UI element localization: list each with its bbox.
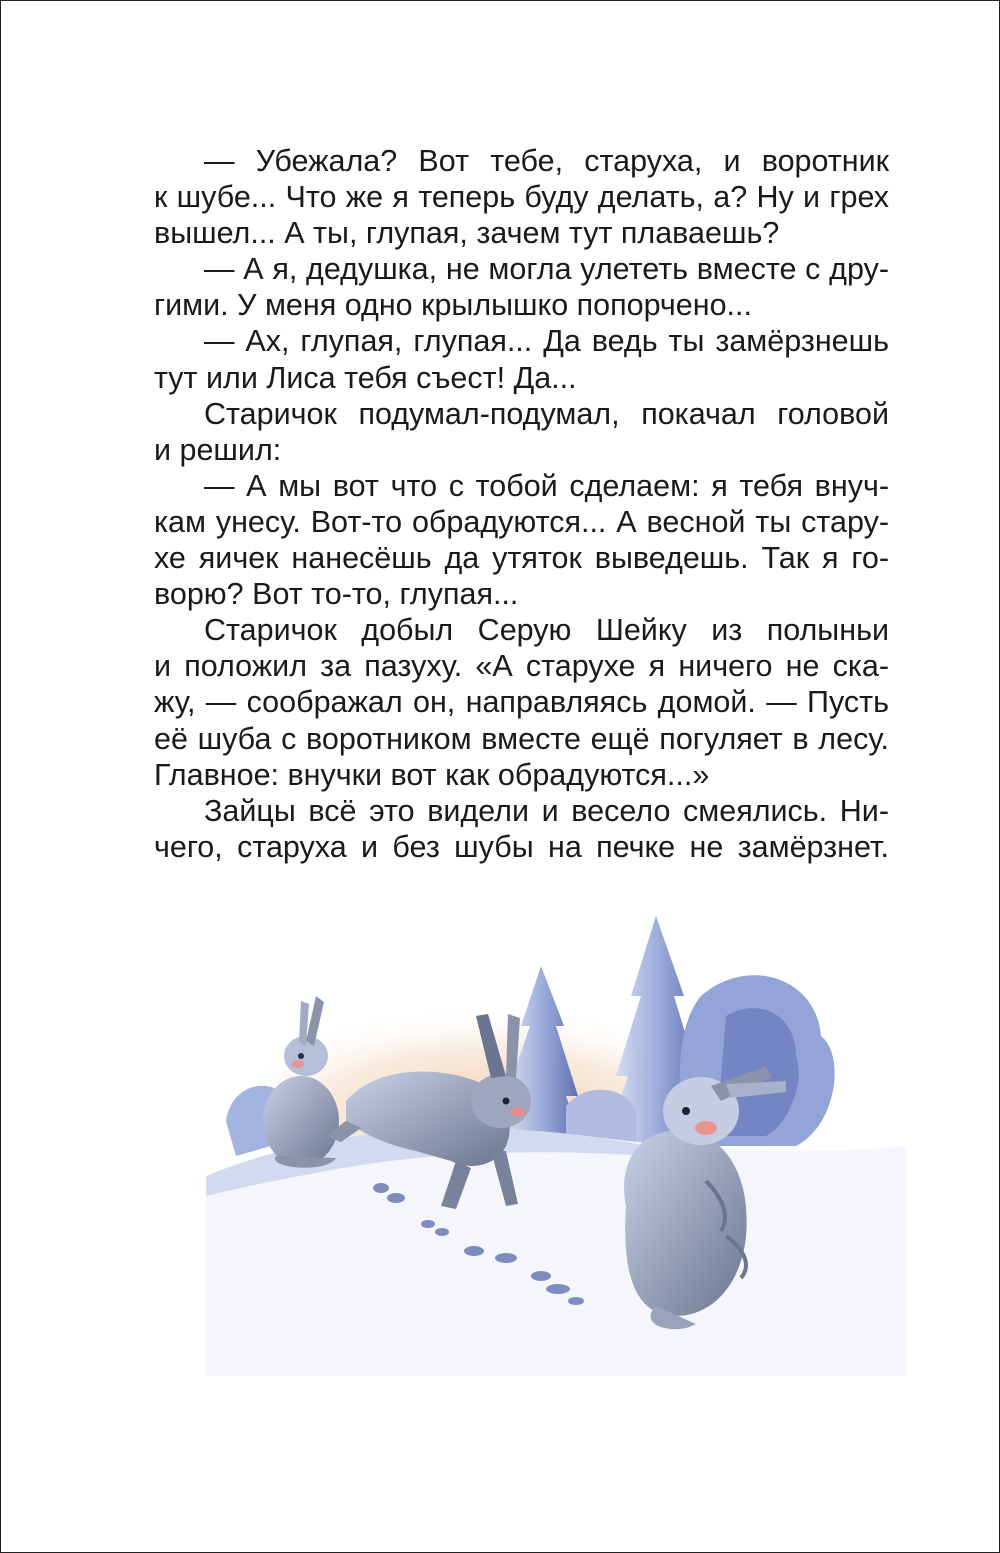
text-line: — Ах, глупая, глупая... Да ведь ты замёрзнешь [204,324,889,359]
text-line: ворю? Вот то-то, глупая... [154,577,519,612]
text-line: вышел... А ты, глупая, зачем тут плаваешь? [154,216,780,251]
text-line: и положил за пазуху. «А старухе я ничего не ска- [154,649,889,684]
text-line: и решил: [154,432,282,467]
text-line: к шубе... Что же я теперь буду делать, а? Ну и грех [154,180,889,215]
text-line: — А мы вот что с тобой сделаем: я тебя внуч- [204,468,889,503]
text-line: её шуба с воротником вместе ещё погуляет в лесу. [154,721,889,756]
text-line: кам унесу. Вот-то обрадуются... А весной ты стару- [154,504,889,539]
text-line: хе яичек нанесёшь да утяток выведешь. Так я го- [154,541,889,576]
text-line: Старичок подумал-подумал, покачал головой [204,396,889,431]
text-line: — А я, дедушка, не могла улететь вместе с дру- [204,252,889,287]
winter-hares-illustration [206,906,906,1376]
text-line: чего, старуха и без шубы на печке не замёрзнет. [154,829,889,864]
story-text [154,143,889,865]
text-line: Зайцы всё это видели и весело смеялись. Ни- [204,793,889,828]
text-line: гими. У меня одно крылышко попорчено... [154,288,752,323]
text-line: тут или Лиса тебя съест! Да... [154,360,577,395]
text-line: — Убежала? Вот тебе, старуха, и воротник [204,144,889,178]
text-line: Старичок добыл Серую Шейку из полыньи [204,613,889,648]
text-line: жу, — соображал он, направляясь домой. — Пусть [154,685,889,720]
text-line: Главное: внучки вот как обрадуются...» [154,757,710,792]
